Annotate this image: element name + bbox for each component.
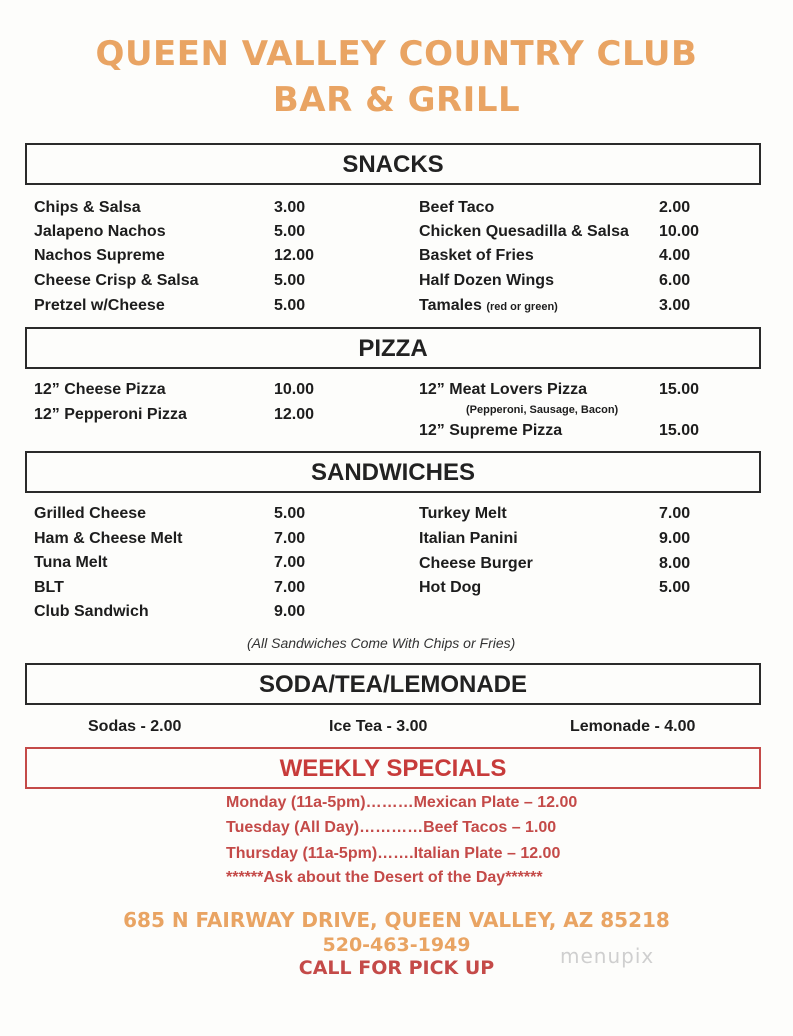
menu-item-name: 12” Supreme Pizza bbox=[419, 422, 563, 439]
menu-item-name: 12” Cheese Pizza bbox=[34, 381, 166, 398]
menu-item-price: 15.00 bbox=[659, 422, 700, 439]
menu-item-price: 3.00 bbox=[659, 297, 691, 314]
menu-item-name: Jalapeno Nachos bbox=[34, 223, 166, 240]
menu-item-name: Basket of Fries bbox=[419, 247, 534, 264]
menu-item-name bbox=[419, 297, 558, 315]
menu-item-name: Turkey Melt bbox=[419, 505, 507, 522]
menu-item-price: 9.00 bbox=[274, 603, 306, 620]
menu-item-price: 7.00 bbox=[274, 530, 306, 547]
menu-item-name: Cheese Burger bbox=[419, 555, 533, 572]
club-name: QUEEN VALLEY COUNTRY CLUB bbox=[95, 34, 698, 74]
menu-item-price: 5.00 bbox=[274, 223, 306, 240]
menu-item-price: 5.00 bbox=[659, 579, 691, 596]
menu-item-note: (Pepperoni, Sausage, Bacon) bbox=[466, 404, 619, 416]
special-item: Monday (11a-5pm)………Mexican Plate – 12.00 bbox=[226, 794, 578, 811]
menu-item-name: 12” Meat Lovers Pizza bbox=[419, 381, 588, 398]
menu-item-price: 5.00 bbox=[274, 297, 306, 314]
menu-item-note: (red or green) bbox=[486, 301, 558, 313]
section-header-drinks: SODA/TEA/LEMONADE bbox=[25, 663, 761, 705]
section-header-snacks: SNACKS bbox=[25, 143, 761, 185]
phone-number: 520-463-1949 bbox=[322, 934, 471, 956]
menu-item-name: Nachos Supreme bbox=[34, 247, 165, 264]
menu-item-price: 10.00 bbox=[659, 223, 700, 240]
menu-item-price: 4.00 bbox=[659, 247, 691, 264]
menu-item-name: Club Sandwich bbox=[34, 603, 149, 620]
menu-item-name: Hot Dog bbox=[419, 579, 482, 596]
menu-item-name: Half Dozen Wings bbox=[419, 272, 554, 289]
menu-item-name: BLT bbox=[34, 579, 64, 596]
section-header-sandwiches: SANDWICHES bbox=[25, 451, 761, 493]
call-for-pickup: CALL FOR PICK UP bbox=[298, 957, 495, 979]
menu-item-name: Italian Panini bbox=[419, 530, 518, 547]
menu-item-price: 15.00 bbox=[659, 381, 700, 398]
menu-item-price: 5.00 bbox=[274, 505, 306, 522]
bar-grill-title: BAR & GRILL bbox=[272, 80, 521, 120]
menu-item-name: Grilled Cheese bbox=[34, 505, 147, 522]
address: 685 N FAIRWAY DRIVE, QUEEN VALLEY, AZ 85218 bbox=[123, 908, 670, 932]
menu-item-price: 8.00 bbox=[659, 555, 691, 572]
menu-item-name: 12” Pepperoni Pizza bbox=[34, 406, 187, 423]
menu-item-price: 7.00 bbox=[274, 554, 306, 571]
menu-item-name: Beef Taco bbox=[419, 199, 495, 216]
special-item: ******Ask about the Desert of the Day****** bbox=[226, 869, 543, 886]
sandwiches-note: (All Sandwiches Come With Chips or Fries) bbox=[247, 635, 516, 651]
menu-item-price: 2.00 bbox=[659, 199, 691, 216]
menu-item-price: 5.00 bbox=[274, 272, 306, 289]
menu-item-price: 7.00 bbox=[274, 579, 306, 596]
section-header-pizza: PIZZA bbox=[25, 327, 761, 369]
menu-item-price: 12.00 bbox=[274, 406, 315, 423]
menu-item-name: Tuna Melt bbox=[34, 554, 108, 571]
menu-item-name: Cheese Crisp & Salsa bbox=[34, 272, 199, 289]
menu-item-name: Ham & Cheese Melt bbox=[34, 530, 183, 547]
menu-item-price: 9.00 bbox=[659, 530, 691, 547]
menu-item-name: Chips & Salsa bbox=[34, 199, 141, 216]
drink-item: Lemonade - 4.00 bbox=[570, 718, 696, 735]
watermark: menupix bbox=[560, 944, 655, 968]
section-header-specials: WEEKLY SPECIALS bbox=[25, 747, 761, 789]
menu-item-name: Chicken Quesadilla & Salsa bbox=[419, 223, 629, 240]
menu-item-price: 10.00 bbox=[274, 381, 315, 398]
menu-item-price: 7.00 bbox=[659, 505, 691, 522]
menu-item-name: Pretzel w/Cheese bbox=[34, 297, 165, 314]
special-item: Thursday (11a-5pm)…….Italian Plate – 12.00 bbox=[226, 845, 561, 862]
drink-item: Ice Tea - 3.00 bbox=[329, 718, 428, 735]
menu-item-label: Tamales bbox=[419, 297, 482, 314]
menu-item-price: 6.00 bbox=[659, 272, 691, 289]
special-item: Tuesday (All Day)…………Beef Tacos – 1.00 bbox=[226, 819, 557, 836]
menu-item-price: 3.00 bbox=[274, 199, 306, 216]
menu-item-price: 12.00 bbox=[274, 247, 315, 264]
drink-item: Sodas - 2.00 bbox=[88, 718, 182, 735]
